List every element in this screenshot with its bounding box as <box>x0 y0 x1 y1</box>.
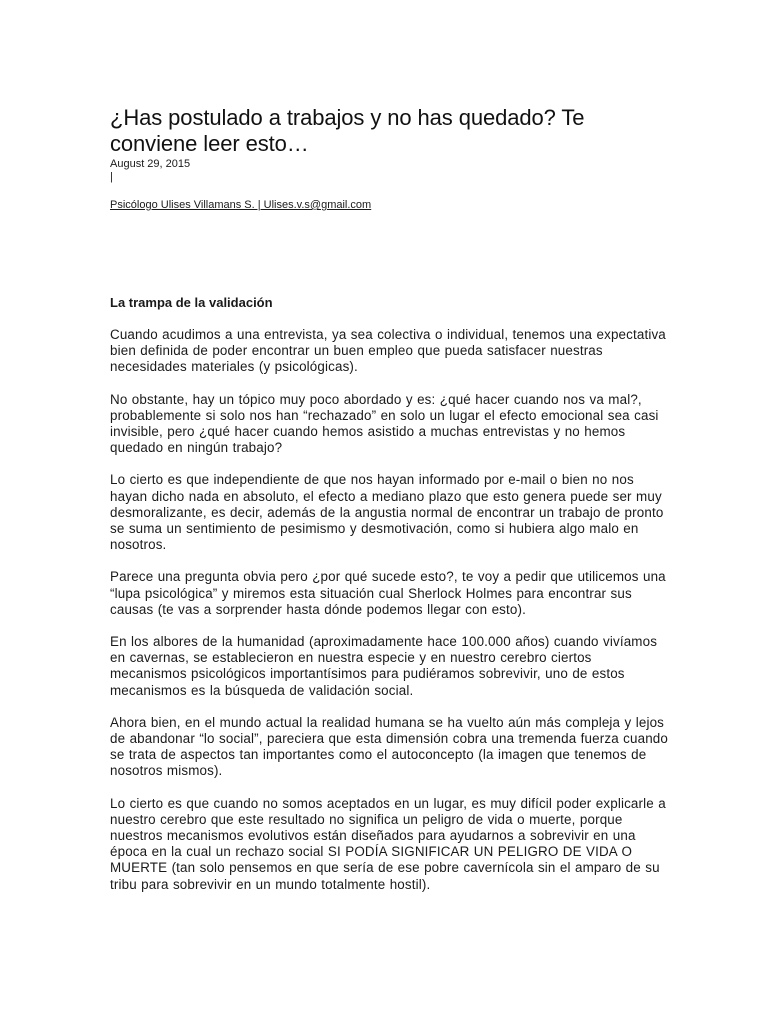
paragraph-6: Ahora bien, en el mundo actual la realidad humana se ha vuelto aún más compleja y lejos de abandonar “lo social”, pareciera que esta dimensión cobra una tremenda fuerza cuando se trata de aspectos tan importantes como el autoconcepto (la imagen que tenemos de nosotros mismos). <box>110 714 668 779</box>
article-title: ¿Has postulado a trabajos y no has quedado? Te conviene leer esto… <box>110 105 585 156</box>
paragraph-2: No obstante, hay un tópico muy poco abordado y es: ¿qué hacer cuando nos va mal?, probablemente si solo nos han “rechazado” en solo un lugar el efecto emocional sea casi invisible, pero ¿qué hacer cuando hemos asistido a muchas entrevistas y no hemos quedado en ningún trabajo? <box>110 391 659 456</box>
article <box>110 105 670 893</box>
paragraph-5: En los albores de la humanidad (aproximadamente hace 100.000 años) cuando vivíamos en cavernas, se establecieron en nuestra especie y en nuestro cerebro ciertos mecanismos psicológicos importantísimos para pudiéramos sobrevivir, uno de estos mecanismos es la búsqueda de validación social. <box>110 634 658 698</box>
paragraph-1: Cuando acudimos a una entrevista, ya sea colectiva o individual, tenemos una expectativa bien definida de poder encontrar un buen empleo que pueda satisfacer nuestras necesidades materiales (y psicológicas). <box>110 327 666 375</box>
author-byline-link[interactable]: Psicólogo Ulises Villamans S. | Ulises.v.s@gmail.com <box>110 199 372 211</box>
paragraph-3: Lo cierto es que independiente de que nos hayan informado por e-mail o bien no nos hayan dicho nada en absoluto, el efecto a mediano plazo que esto genera puede ser muy desmoralizante, es decir, además de la angustia normal de encontrar un trabajo de pronto se suma un sentimiento de pesimismo y desmotivación, como si hubiera algo malo en nosotros. <box>110 472 664 553</box>
section-heading: La trampa de la validación <box>110 295 273 310</box>
separator: | <box>110 171 113 183</box>
paragraph-7: Lo cierto es que cuando no somos aceptados en un lugar, es muy difícil poder explicarle a nuestro cerebro que este resultado no significa un peligro de vida o muerte, porque nuestros mecanismos evolutivos están diseñados para ayudarnos a sobrevivir en una época en la cual un rechazo social SI PODÍA SIGNIFICAR UN PELIGRO DE VIDA O MUERTE (tan solo pensemos en que sería de ese pobre cavernícola sin el amparo de su tribu para sobrevivir en un mundo totalmente hostil). <box>110 795 666 892</box>
article-date: August 29, 2015 <box>110 158 191 170</box>
paragraph-4: Parece una pregunta obvia pero ¿por qué sucede esto?, te voy a pedir que utilicemos una “lupa psicológica” y miremos esta situación cual Sherlock Holmes para encontrar sus causas (te vas a sorprender hasta dónde podemos llegar con esto). <box>110 569 666 617</box>
